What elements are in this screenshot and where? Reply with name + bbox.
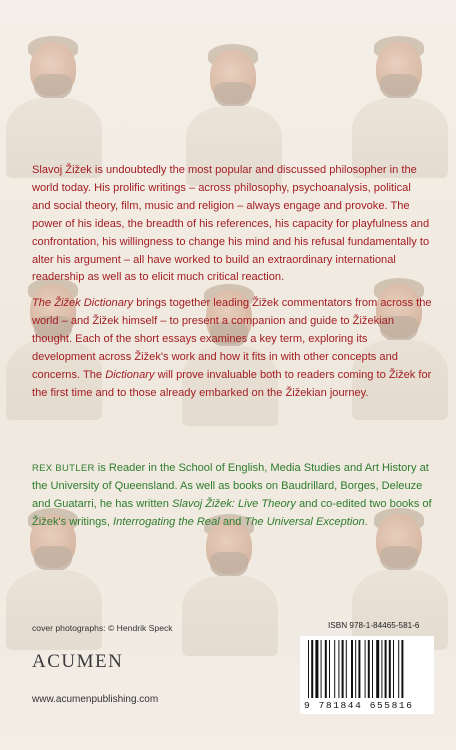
description-block xyxy=(32,162,432,411)
barcode-digits: 9 781844 655816 xyxy=(304,700,414,711)
isbn-label: ISBN 978-1-84465-581-6 xyxy=(328,621,420,630)
author-name: REX BUTLER xyxy=(32,463,95,474)
photo-portrait xyxy=(0,28,110,178)
book-title: The Žižek Dictionary xyxy=(32,297,134,310)
photo-credit: cover photographs: © Hendrik Speck xyxy=(32,623,173,633)
photo-portrait xyxy=(346,28,456,178)
publisher-logo: ACUMEN xyxy=(32,651,124,672)
barcode xyxy=(300,636,434,714)
publisher-url[interactable]: www.acumenpublishing.com xyxy=(32,694,159,705)
description-paragraph-1: Slavoj Žižek is undoubtedly the most popular and discussed philosopher in the world today. His prolific writings – across philosophy, psychoanalysis, political and social theory, film, music and religion – always engage and provoke. The power of his ideas, the breadth of his references, his capacity for playfulness and confrontation, his willingness to change his mind and his refusal fundamentally to alter his argument – all have worked to build an extraordinary international readership as well as to elicit much critical reaction. xyxy=(32,164,430,284)
barcode-bars xyxy=(308,640,426,700)
author-bio: REX BUTLER is Reader in the School of English, Media Studies and Art History at the University of Queensland. As well as books on Baudrillard, Borges, Deleuze and Guatarri, he has written Slavoj Žižek: Live Theory and co-edited two books of Žižek's writings, Interrogating the Real and The Universal Exception. xyxy=(32,462,432,528)
description-paragraph-2: The Žižek Dictionary brings together leading Žižek commentators from across the world – and Žižek himself – to present a companion and guide to Žižekian thought. Each of the short essays examines a key term, exploring its development across Žižek's work and how it fits in with other concepts and concerns. The Dictionary will prove invaluable both to readers coming to Žižek for the first time and to those already embarked on the Žižekian journey. xyxy=(32,297,432,399)
